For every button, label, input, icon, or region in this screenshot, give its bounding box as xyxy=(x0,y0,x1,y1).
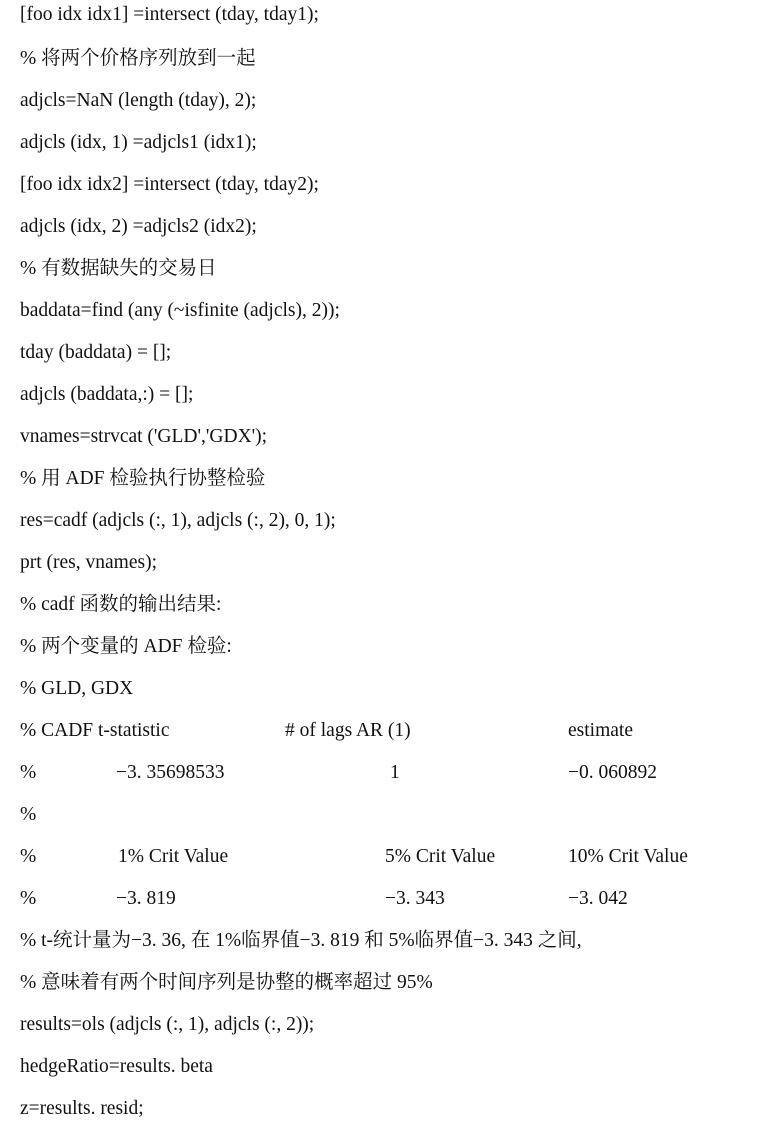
table-cell: % xyxy=(20,846,37,867)
code-line: res=cadf (adjcls (:, 1), adjcls (:, 2), 0, 1); xyxy=(20,510,336,531)
table-cell: 5% Crit Value xyxy=(385,846,496,867)
table-cell: −3. 042 xyxy=(568,888,628,909)
code-line: hedgeRatio=results. beta xyxy=(20,1056,213,1077)
code-line: % GLD, GDX xyxy=(20,678,134,699)
code-line: % t-统计量为−3. 36, 在 1%临界值−3. 819 和 5%临界值−3. 343 之间, xyxy=(20,930,582,951)
code-line: % 将两个价格序列放到一起 xyxy=(20,48,256,69)
code-line: % 有数据缺失的交易日 xyxy=(20,258,217,279)
table-cell: % xyxy=(20,804,37,825)
code-line: adjcls=NaN (length (tday), 2); xyxy=(20,90,257,111)
table-cell: 10% Crit Value xyxy=(568,846,688,867)
code-line: adjcls (idx, 2) =adjcls2 (idx2); xyxy=(20,216,257,237)
code-line: % cadf 函数的输出结果: xyxy=(20,594,222,615)
code-line: z=results. resid; xyxy=(20,1098,144,1119)
code-line: adjcls (baddata,:) = []; xyxy=(20,384,194,405)
table-cell: −3. 343 xyxy=(385,888,445,909)
table-header-cell: estimate xyxy=(568,720,633,741)
code-line: % 两个变量的 ADF 检验: xyxy=(20,636,232,657)
code-line: [foo idx idx2] =intersect (tday, tday2); xyxy=(20,174,319,195)
table-header-cell: % CADF t-statistic xyxy=(20,720,170,741)
table-cell: −3. 35698533 xyxy=(116,762,225,783)
table-header-cell: # of lags AR (1) xyxy=(285,720,411,741)
code-line: prt (res, vnames); xyxy=(20,552,157,573)
table-cell: 1% Crit Value xyxy=(118,846,229,867)
code-line: results=ols (adjcls (:, 1), adjcls (:, 2)); xyxy=(20,1014,315,1035)
table-cell: % xyxy=(20,762,37,783)
code-line: [foo idx idx1] =intersect (tday, tday1); xyxy=(20,4,319,25)
table-cell: −0. 060892 xyxy=(568,762,657,783)
code-line: vnames=strvcat ('GLD','GDX'); xyxy=(20,426,268,447)
code-line: tday (baddata) = []; xyxy=(20,342,172,363)
code-line: baddata=find (any (~isfinite (adjcls), 2)); xyxy=(20,300,340,321)
table-cell: % xyxy=(20,888,37,909)
table-cell: −3. 819 xyxy=(116,888,176,909)
code-line: % 意味着有两个时间序列是协整的概率超过 95% xyxy=(20,972,433,993)
code-line: adjcls (idx, 1) =adjcls1 (idx1); xyxy=(20,132,257,153)
code-line: % 用 ADF 检验执行协整检验 xyxy=(20,468,266,489)
table-cell: 1 xyxy=(390,762,400,783)
